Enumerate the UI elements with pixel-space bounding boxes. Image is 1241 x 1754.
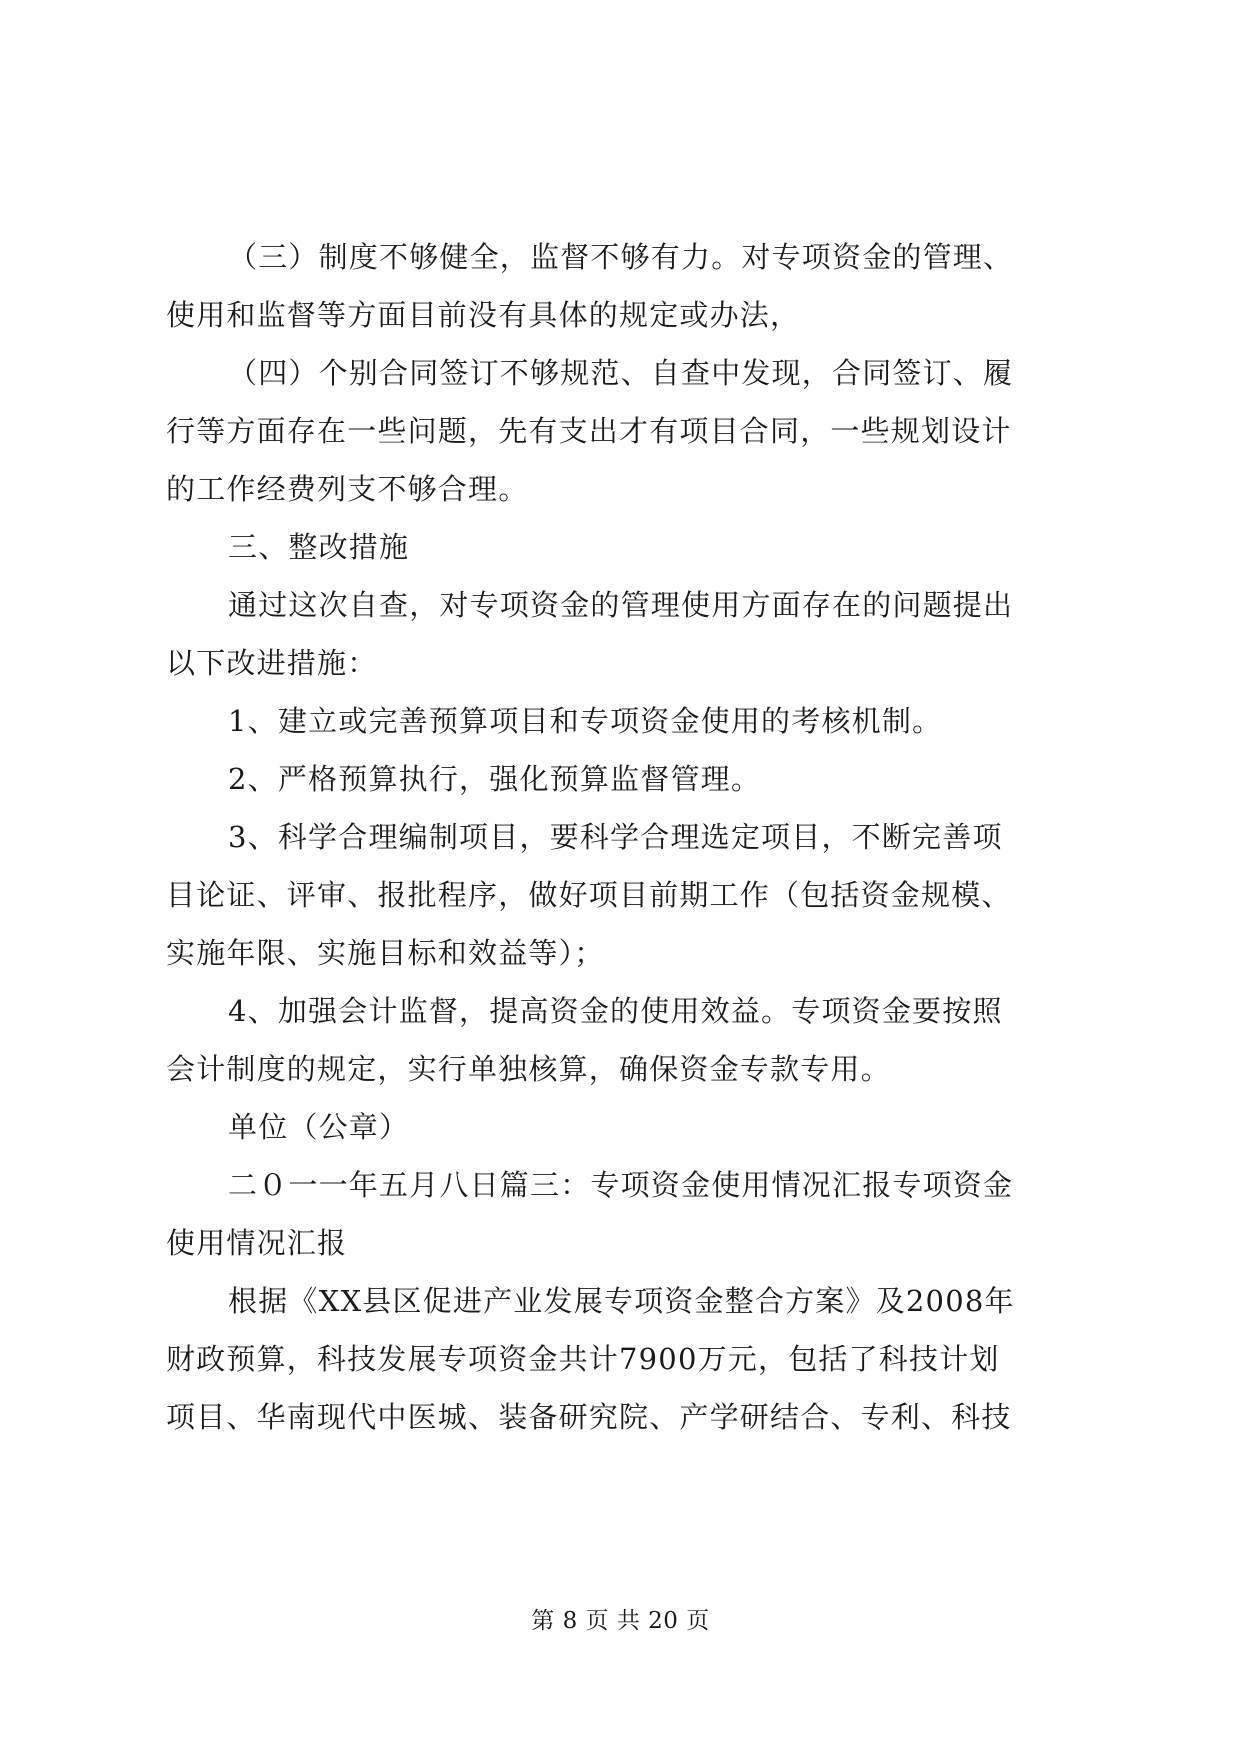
text-line: （三）制度不够健全，监督不够有力。对专项资金的管理、 bbox=[228, 240, 1014, 274]
text-line: 通过这次自查，对专项资金的管理使用方面存在的问题提出 bbox=[228, 588, 1014, 622]
list-item: 1、建立或完善预算项目和专项资金使用的考核机制。 bbox=[228, 704, 943, 738]
text-line: 项目、华南现代中医城、装备研究院、产学研结合、专利、科技 bbox=[166, 1400, 1012, 1434]
list-item: 3、科学合理编制项目，要科学合理选定项目，不断完善项 bbox=[228, 820, 1003, 854]
text-line: 二０一一年五月八日篇三：专项资金使用情况汇报专项资金 bbox=[228, 1168, 1014, 1202]
text-line: 的工作经费列支不够合理。 bbox=[166, 472, 529, 506]
signature-unit: 单位（公章） bbox=[228, 1110, 410, 1144]
document-body bbox=[166, 228, 1076, 1446]
section-heading: 三、整改措施 bbox=[228, 530, 410, 564]
text-line: 使用和监督等方面目前没有具体的规定或办法， bbox=[166, 298, 801, 332]
list-item: 4、加强会计监督，提高资金的使用效益。专项资金要按照 bbox=[228, 994, 1003, 1028]
text-line: 行等方面存在一些问题，先有支出才有项目合同，一些规划设计 bbox=[166, 414, 1012, 448]
list-item: 2、严格预算执行，强化预算监督管理。 bbox=[228, 762, 762, 796]
text-line: 会计制度的规定，实行单独核算，确保资金专款专用。 bbox=[166, 1052, 891, 1086]
text-line: 根据《XX县区促进产业发展专项资金整合方案》及2008年 bbox=[228, 1284, 1015, 1318]
text-line: 以下改进措施： bbox=[166, 646, 378, 680]
page-number-footer: 第 8 页 共 20 页 bbox=[531, 1608, 710, 1634]
text-line: 实施年限、实施目标和效益等）； bbox=[166, 936, 605, 970]
text-line: 目论证、评审、报批程序，做好项目前期工作（包括资金规模、 bbox=[166, 878, 1012, 912]
text-line: 财政预算，科技发展专项资金共计7900万元，包括了科技计划 bbox=[166, 1342, 1000, 1376]
text-line: （四）个别合同签订不够规范、自查中发现，合同签订、履 bbox=[228, 356, 1014, 390]
text-line: 使用情况汇报 bbox=[166, 1226, 348, 1260]
